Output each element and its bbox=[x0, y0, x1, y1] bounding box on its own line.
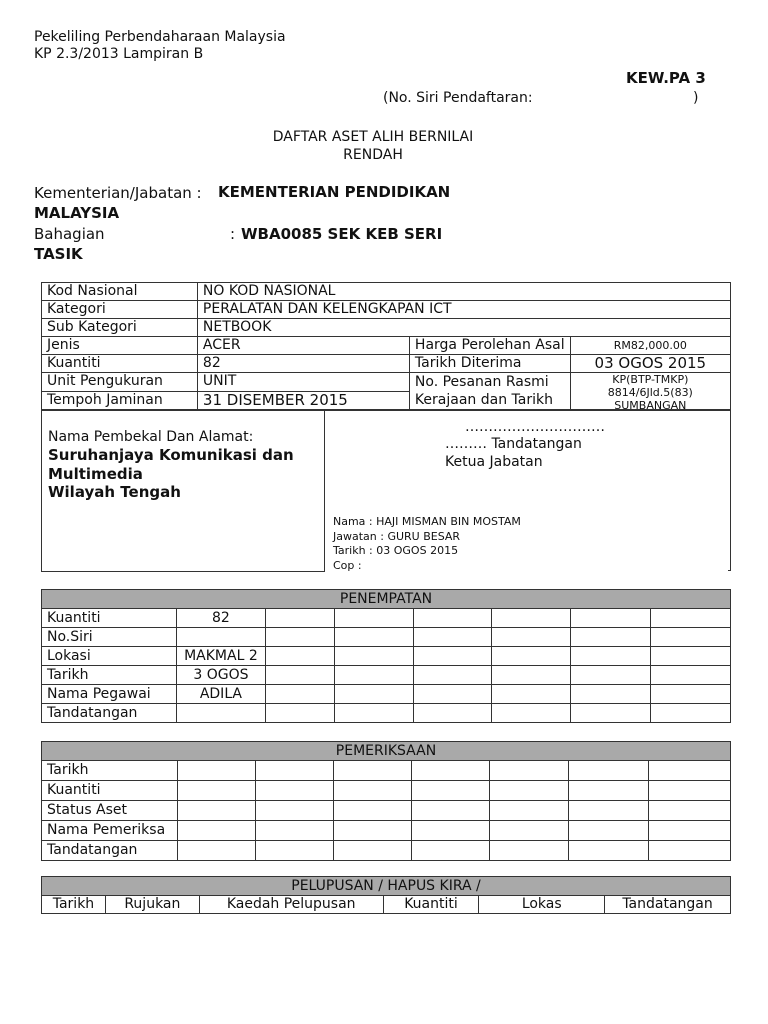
empty-cell bbox=[569, 801, 649, 821]
empty-cell bbox=[333, 821, 411, 841]
empty-cell bbox=[177, 781, 255, 801]
table-row bbox=[42, 896, 731, 914]
empty-cell bbox=[571, 647, 651, 666]
empty-cell bbox=[413, 704, 492, 723]
empty-cell bbox=[177, 841, 255, 861]
empty-cell bbox=[651, 704, 731, 723]
pelupusan-table bbox=[41, 876, 731, 914]
form-code: KEW.PA 3 bbox=[626, 69, 706, 87]
division-value-line2: TASIK bbox=[34, 245, 83, 263]
tempoh-jaminan-value: 31 DISEMBER 2015 bbox=[197, 391, 409, 410]
harga-value: RM82,000.00 bbox=[570, 337, 730, 355]
pemeriksaan-row-label: Nama Pemeriksa bbox=[42, 821, 178, 841]
penempatan-row-label: Nama Pegawai bbox=[42, 685, 177, 704]
empty-cell bbox=[413, 685, 492, 704]
empty-cell bbox=[490, 841, 569, 861]
empty-cell bbox=[649, 761, 731, 781]
signature-box-corner bbox=[728, 560, 731, 571]
table-row bbox=[42, 337, 731, 355]
empty-cell bbox=[334, 609, 413, 628]
sub-kategori-value: NETBOOK bbox=[197, 319, 730, 337]
pesanan-value-line1: KP(BTP-TMKP) bbox=[612, 373, 689, 386]
penempatan-row-label: Tarikh bbox=[42, 666, 177, 685]
empty-cell bbox=[255, 821, 333, 841]
empty-cell bbox=[571, 628, 651, 647]
empty-cell bbox=[651, 628, 731, 647]
document-title-line2: RENDAH bbox=[343, 147, 403, 163]
penempatan-row-label: Kuantiti bbox=[42, 609, 177, 628]
empty-cell bbox=[334, 647, 413, 666]
ministry-label: Kementerian/Jabatan : bbox=[34, 184, 202, 202]
empty-cell bbox=[265, 704, 334, 723]
table-row bbox=[42, 319, 731, 337]
empty-cell bbox=[649, 821, 731, 841]
empty-cell bbox=[333, 781, 411, 801]
division-value-line1: WBA0085 SEK KEB SERI bbox=[241, 225, 443, 243]
signature-box bbox=[323, 410, 731, 571]
empty-cell bbox=[492, 704, 571, 723]
empty-cell bbox=[651, 666, 731, 685]
empty-cell bbox=[265, 628, 334, 647]
empty-cell bbox=[413, 628, 492, 647]
empty-cell bbox=[413, 647, 492, 666]
supplier-name-line3: Wilayah Tengah bbox=[48, 483, 181, 501]
table-row bbox=[42, 301, 731, 319]
registration-close: ) bbox=[693, 90, 699, 106]
empty-cell bbox=[265, 685, 334, 704]
jenis-value: ACER bbox=[197, 337, 409, 355]
penempatan-row-value bbox=[176, 704, 265, 723]
tempoh-jaminan-label: Tempoh Jaminan bbox=[42, 391, 198, 410]
pelupusan-title: PELUPUSAN / HAPUS KIRA / bbox=[42, 877, 731, 896]
penempatan-title: PENEMPATAN bbox=[42, 590, 731, 609]
empty-cell bbox=[255, 781, 333, 801]
empty-cell bbox=[569, 761, 649, 781]
ministry-value-line2: MALAYSIA bbox=[34, 204, 120, 222]
pesanan-label bbox=[409, 373, 570, 410]
empty-cell bbox=[411, 841, 490, 861]
document-title-line1: DAFTAR ASET ALIH BERNILAI bbox=[272, 129, 474, 145]
empty-cell bbox=[649, 841, 731, 861]
empty-cell bbox=[492, 609, 571, 628]
empty-cell bbox=[571, 666, 651, 685]
empty-cell bbox=[411, 821, 490, 841]
pemeriksaan-row-label: Status Aset bbox=[42, 801, 178, 821]
empty-cell bbox=[334, 704, 413, 723]
penempatan-table bbox=[41, 589, 731, 723]
pesanan-label-line2: Kerajaan dan Tarikh bbox=[414, 392, 553, 408]
sub-kategori-label: Sub Kategori bbox=[42, 319, 198, 337]
pelupusan-column-header: Kuantiti bbox=[383, 896, 479, 914]
kuantiti-label: Kuantiti bbox=[42, 355, 198, 373]
signature-dots: ………………………… bbox=[465, 419, 605, 435]
penempatan-row-value: ADILA bbox=[176, 685, 265, 704]
penempatan-row-value: 3 OGOS bbox=[176, 666, 265, 685]
table-row bbox=[42, 761, 731, 781]
table-row bbox=[42, 609, 731, 628]
table-row bbox=[42, 841, 731, 861]
unit-value: UNIT bbox=[197, 373, 409, 392]
pelupusan-column-header: Rujukan bbox=[105, 896, 199, 914]
signatory-name: Nama : HAJI MISMAN BIN MOSTAM bbox=[333, 515, 521, 528]
table-row bbox=[42, 628, 731, 647]
table-row bbox=[42, 666, 731, 685]
division-colon: : bbox=[230, 225, 236, 243]
signatory-position: Jawatan : GURU BESAR bbox=[333, 530, 461, 543]
empty-cell bbox=[413, 609, 492, 628]
empty-cell bbox=[492, 647, 571, 666]
table-row bbox=[42, 704, 731, 723]
jenis-label: Jenis bbox=[42, 337, 198, 355]
empty-cell bbox=[333, 841, 411, 861]
empty-cell bbox=[569, 841, 649, 861]
supplier-name-line2: Multimedia bbox=[48, 465, 143, 483]
pemeriksaan-title: PEMERIKSAAN bbox=[42, 742, 731, 761]
circular-reference: Pekeliling Perbendaharaan Malaysia bbox=[34, 29, 286, 45]
pesanan-label-line1: No. Pesanan Rasmi bbox=[414, 374, 549, 390]
empty-cell bbox=[649, 781, 731, 801]
table-row bbox=[42, 355, 731, 373]
empty-cell bbox=[571, 609, 651, 628]
division-label: Bahagian bbox=[34, 225, 105, 243]
empty-cell bbox=[255, 761, 333, 781]
empty-cell bbox=[571, 685, 651, 704]
empty-cell bbox=[492, 666, 571, 685]
penempatan-row-value: 82 bbox=[176, 609, 265, 628]
empty-cell bbox=[334, 685, 413, 704]
empty-cell bbox=[492, 628, 571, 647]
ministry-value-line1: KEMENTERIAN PENDIDIKAN bbox=[218, 183, 451, 201]
empty-cell bbox=[265, 647, 334, 666]
empty-cell bbox=[569, 781, 649, 801]
empty-cell bbox=[411, 781, 490, 801]
empty-cell bbox=[177, 801, 255, 821]
asset-detail-table bbox=[41, 282, 731, 410]
table-row bbox=[42, 801, 731, 821]
registration-label: (No. Siri Pendaftaran: bbox=[383, 90, 533, 106]
empty-cell bbox=[265, 609, 334, 628]
empty-cell bbox=[411, 761, 490, 781]
empty-cell bbox=[333, 761, 411, 781]
penempatan-row-label: Tandatangan bbox=[42, 704, 177, 723]
supplier-name-line1: Suruhanjaya Komunikasi dan bbox=[48, 446, 294, 464]
signature-date: Tarikh : 03 OGOS 2015 bbox=[333, 544, 459, 557]
kod-nasional-value: NO KOD NASIONAL bbox=[197, 283, 730, 301]
empty-cell bbox=[490, 801, 569, 821]
penempatan-row-label: No.Siri bbox=[42, 628, 177, 647]
empty-cell bbox=[651, 647, 731, 666]
empty-cell bbox=[255, 841, 333, 861]
empty-cell bbox=[651, 609, 731, 628]
table-row bbox=[42, 781, 731, 801]
empty-cell bbox=[265, 666, 334, 685]
empty-cell bbox=[490, 781, 569, 801]
pelupusan-column-header: Tandatangan bbox=[605, 896, 731, 914]
supplier-box bbox=[41, 410, 325, 572]
table-row bbox=[42, 821, 731, 841]
empty-cell bbox=[492, 685, 571, 704]
tarikh-diterima-label: Tarikh Diterima bbox=[409, 355, 570, 373]
supplier-label: Nama Pembekal Dan Alamat: bbox=[48, 429, 254, 445]
pemeriksaan-table bbox=[41, 741, 731, 861]
signature-title: Ketua Jabatan bbox=[445, 454, 543, 470]
table-row bbox=[42, 283, 731, 301]
empty-cell bbox=[177, 761, 255, 781]
empty-cell bbox=[333, 801, 411, 821]
table-row bbox=[42, 685, 731, 704]
empty-cell bbox=[334, 628, 413, 647]
pelupusan-column-header: Kaedah Pelupusan bbox=[199, 896, 383, 914]
penempatan-row-value bbox=[176, 628, 265, 647]
circular-appendix: KP 2.3/2013 Lampiran B bbox=[34, 46, 204, 62]
empty-cell bbox=[569, 821, 649, 841]
penempatan-row-value: MAKMAL 2 bbox=[176, 647, 265, 666]
empty-cell bbox=[649, 801, 731, 821]
empty-cell bbox=[413, 666, 492, 685]
pelupusan-column-header: Lokas bbox=[479, 896, 605, 914]
empty-cell bbox=[255, 801, 333, 821]
tarikh-diterima-value: 03 OGOS 2015 bbox=[570, 355, 730, 373]
table-row bbox=[42, 373, 731, 392]
signature-stamp: Cop : bbox=[333, 559, 362, 572]
harga-label: Harga Perolehan Asal bbox=[409, 337, 570, 355]
empty-cell bbox=[651, 685, 731, 704]
unit-label: Unit Pengukuran bbox=[42, 373, 198, 392]
pelupusan-column-header: Tarikh bbox=[42, 896, 106, 914]
table-row bbox=[42, 647, 731, 666]
kod-nasional-label: Kod Nasional bbox=[42, 283, 198, 301]
pemeriksaan-row-label: Tandatangan bbox=[42, 841, 178, 861]
pesanan-value-line2: 8814/6Jld.5(83) bbox=[607, 386, 693, 399]
empty-cell bbox=[411, 801, 490, 821]
penempatan-row-label: Lokasi bbox=[42, 647, 177, 666]
pemeriksaan-row-label: Kuantiti bbox=[42, 781, 178, 801]
empty-cell bbox=[334, 666, 413, 685]
empty-cell bbox=[571, 704, 651, 723]
empty-cell bbox=[177, 821, 255, 841]
empty-cell bbox=[490, 821, 569, 841]
signature-line: ……… Tandatangan bbox=[445, 436, 582, 452]
pesanan-value bbox=[570, 373, 730, 410]
kuantiti-value: 82 bbox=[197, 355, 409, 373]
pesanan-value-line3: SUMBANGAN bbox=[614, 399, 687, 409]
kategori-value: PERALATAN DAN KELENGKAPAN ICT bbox=[197, 301, 730, 319]
empty-cell bbox=[490, 761, 569, 781]
pemeriksaan-row-label: Tarikh bbox=[42, 761, 178, 781]
kategori-label: Kategori bbox=[42, 301, 198, 319]
